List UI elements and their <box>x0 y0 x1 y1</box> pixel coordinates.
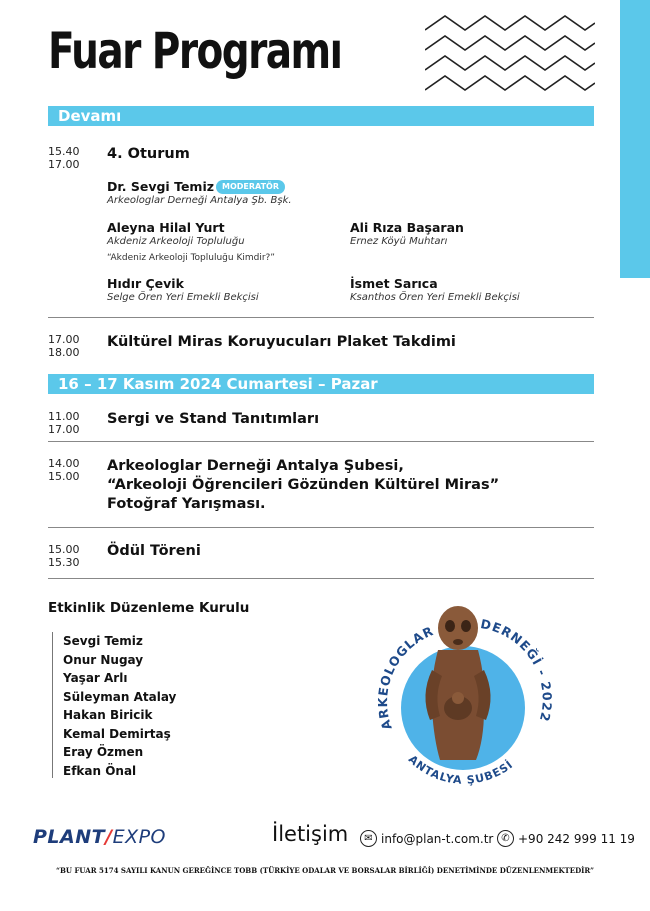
legal-footer-note: “BU FUAR 5174 SAYILI KANUN GEREĞİNCE TOBB (TÜRKİYE ODALAR VE BORSALAR BİRLİĞİ) DENETİMİNDE DÜZENLENMEKTEDİR” <box>55 866 595 875</box>
speaker-name: Ali Rıza Başaran <box>350 220 464 235</box>
committee-member: Eray Özmen <box>63 745 144 759</box>
mail-icon: ✉ <box>360 830 377 847</box>
contest-title-line3: Fotoğraf Yarışması. <box>107 496 266 512</box>
speaker-name: Hıdır Çevik <box>107 276 184 291</box>
logo-arc-text: DERNEĞİ - 2022 <box>479 616 555 724</box>
committee-member: Yaşar Arlı <box>63 671 128 685</box>
brand-expo: EXPO <box>112 826 166 848</box>
time-start: 15.00 <box>48 543 80 556</box>
moderator-name: Dr. Sevgi Temiz <box>107 179 215 194</box>
divider <box>48 317 594 318</box>
section-band-date: 16 – 17 Kasım 2024 Cumartesi – Pazar <box>48 374 594 394</box>
brand-plant: PLANT <box>33 826 106 848</box>
committee-title: Etkinlik Düzenleme Kurulu <box>48 600 250 616</box>
committee-member: Hakan Biricik <box>63 708 153 722</box>
section-band-continued: Devamı <box>48 106 594 126</box>
association-logo <box>360 600 560 790</box>
decorative-blue-bar <box>620 0 650 278</box>
time-end: 17.00 <box>48 158 80 171</box>
brand-slash-icon: / <box>105 826 113 848</box>
speaker-role: Ernez Köyü Muhtarı <box>350 236 448 247</box>
committee-member: Sevgi Temiz <box>63 634 143 648</box>
plaque-title: Kültürel Miras Koruyucuları Plaket Takdimi <box>107 334 456 350</box>
plaque-time <box>48 333 80 359</box>
exhibit-title: Sergi ve Stand Tanıtımları <box>107 411 320 427</box>
speaker-role: Ksanthos Ören Yeri Emekli Bekçisi <box>350 292 520 303</box>
time-end: 15.30 <box>48 556 80 569</box>
committee-member: Onur Nugay <box>63 653 144 667</box>
phone-text[interactable]: +90 242 999 11 19 <box>518 831 635 846</box>
plantexpo-logo <box>33 826 166 848</box>
time-start: 11.00 <box>48 410 80 423</box>
awards-time <box>48 543 80 569</box>
contest-title-line2: “Arkeoloji Öğrencileri Gözünden Kültürel Miras” <box>107 477 500 493</box>
exhibit-time <box>48 410 80 436</box>
committee-member: Kemal Demirtaş <box>63 727 171 741</box>
speaker-role: Selge Ören Yeri Emekli Bekçisi <box>107 292 259 303</box>
committee-line <box>52 632 53 778</box>
time-start: 14.00 <box>48 457 80 470</box>
time-start: 15.40 <box>48 145 80 158</box>
divider <box>48 441 594 442</box>
moderator-role: Arkeologlar Derneği Antalya Şb. Bşk. <box>107 195 292 206</box>
phone-icon: ✆ <box>497 830 514 847</box>
speaker-talk-title: “Akdeniz Arkeoloji Topluluğu Kimdir?” <box>107 253 275 263</box>
awards-title: Ödül Töreni <box>107 543 201 559</box>
contact-label: İletişim <box>272 822 349 846</box>
contact-phone[interactable] <box>497 830 635 847</box>
divider <box>48 527 594 528</box>
time-start: 17.00 <box>48 333 80 346</box>
time-end: 15.00 <box>48 470 80 483</box>
contest-title-line1: Arkeologlar Derneği Antalya Şubesi, <box>107 458 404 474</box>
moderator-badge: MODERATÖR <box>216 180 285 194</box>
committee-member: Süleyman Atalay <box>63 690 177 704</box>
time-end: 18.00 <box>48 346 80 359</box>
speaker-role: Akdeniz Arkeoloji Topluluğu <box>107 236 245 247</box>
email-text[interactable]: info@plan-t.com.tr <box>381 831 494 846</box>
speaker-name: İsmet Sarıca <box>350 276 438 291</box>
divider <box>48 578 594 579</box>
logo-arc-text: ANTALYA ŞUBESİ <box>405 752 516 787</box>
contact-email[interactable] <box>360 830 493 847</box>
speaker-name: Aleyna Hilal Yurt <box>107 220 225 235</box>
contest-time <box>48 457 80 483</box>
committee-member: Efkan Önal <box>63 764 137 778</box>
session4-title: 4. Oturum <box>107 146 190 162</box>
page-title: Fuar Programı <box>48 22 342 80</box>
zigzag-pattern-icon <box>425 10 595 102</box>
logo-arc-text: ARKEOLOGLAR <box>375 622 437 732</box>
time-end: 17.00 <box>48 423 80 436</box>
session4-time <box>48 145 80 171</box>
